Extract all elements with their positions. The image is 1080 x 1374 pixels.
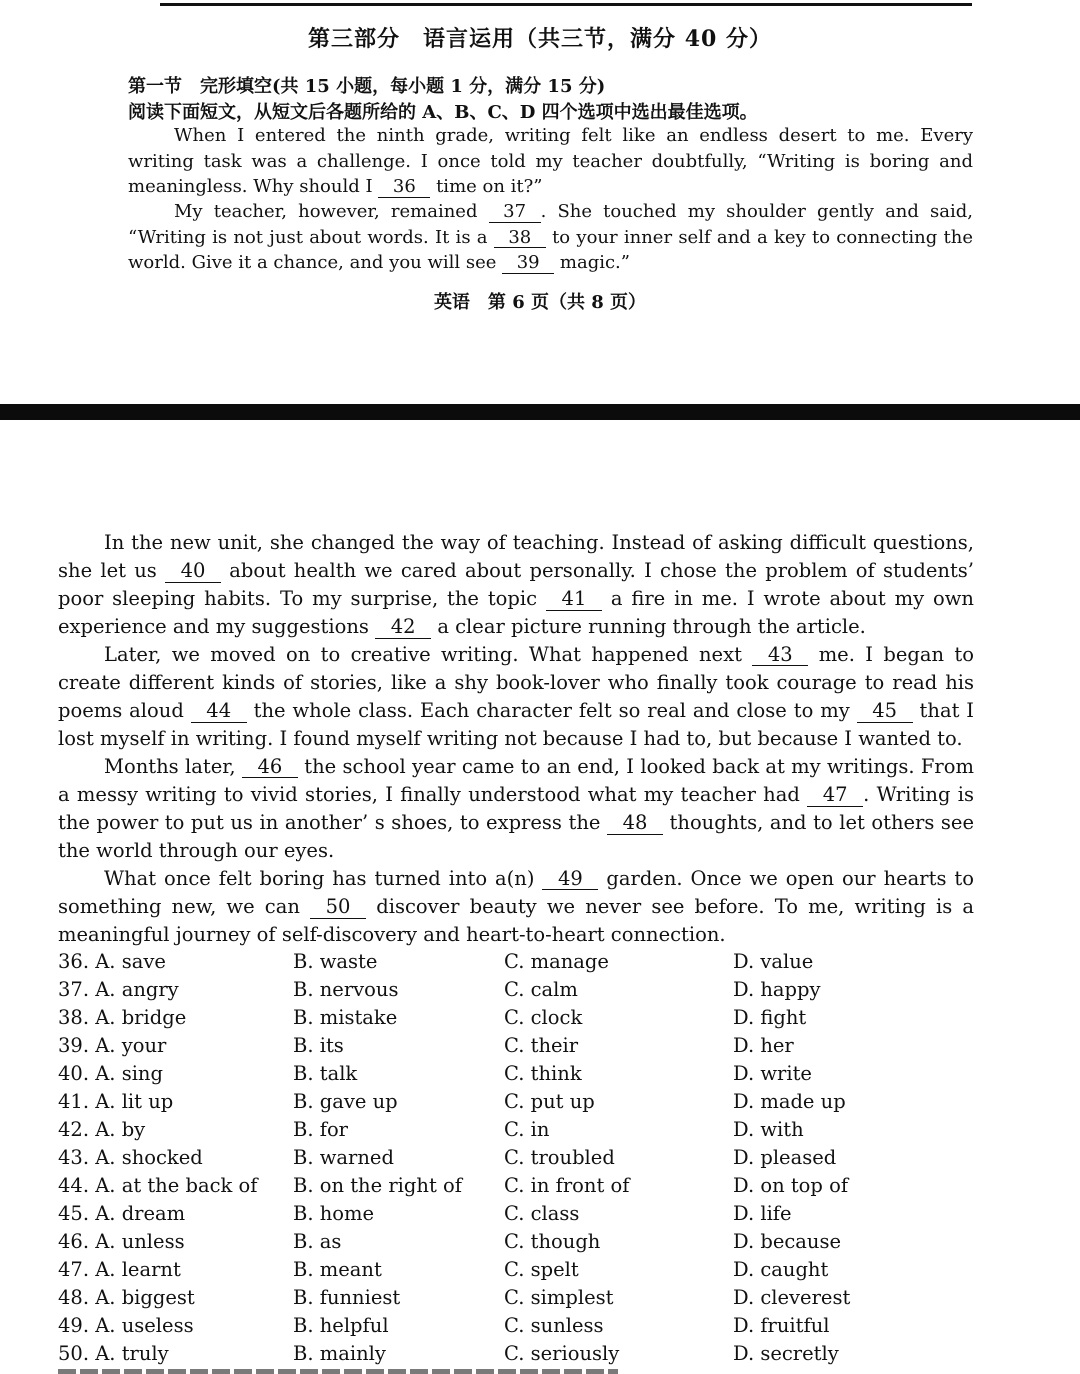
instructions: 阅读下面短文，从短文后各题所给的 A、B、C、D 四个选项中选出最佳选项。: [128, 102, 758, 123]
option-d: D. because: [733, 1230, 842, 1253]
option-d: D. happy: [733, 978, 821, 1001]
option-b: B. talk: [293, 1062, 358, 1085]
blank-46: 46: [242, 757, 298, 778]
paragraph-4: Later, we moved on to creative writing. What happened next 43 me. I began to create different kinds of stories, like a shy book-lover who finally took courage to read his poems aloud 44 the whole class. Each character felt so real and close to my 45 that I lost myself in writing. I found myself writing not because I had to, but because I wanted to.: [58, 643, 975, 751]
paragraph-3: In the new unit, she changed the way of teaching. Instead of asking difficult questions, she let us 40 about health we cared about personally. I chose the problem of students’ poor sleeping habits. To my surprise, the topic 41 a fire in me. I wrote about my own experience and my suggestions 42 a clear picture running through the article.: [58, 531, 974, 639]
blank-38: 38: [494, 229, 546, 249]
blank-45: 45: [857, 701, 913, 722]
option-a: 50. A. truly: [58, 1342, 169, 1365]
blank-40: 40: [165, 561, 221, 582]
option-c: C. sunless: [504, 1314, 604, 1337]
paragraph-1: When I entered the ninth grade, writing felt like an endless desert to me. Every writing task was a challenge. I once told my teacher doubtfully, “Writing is boring and meaningless. Why should I 36 time on it?”: [128, 125, 973, 197]
option-c: C. though: [504, 1230, 601, 1253]
option-d: D. caught: [733, 1258, 829, 1281]
option-a: 49. A. useless: [58, 1314, 194, 1337]
blank-42: 42: [375, 617, 431, 638]
option-a: 37. A. angry: [58, 978, 179, 1001]
cut-off-text: [58, 1369, 618, 1374]
option-row: [58, 976, 1058, 1004]
option-c: C. troubled: [504, 1146, 615, 1169]
option-b: B. helpful: [293, 1314, 389, 1337]
blank-50: 50: [310, 897, 366, 918]
option-b: B. its: [293, 1034, 344, 1057]
option-row: [58, 1312, 1058, 1340]
option-c: C. in: [504, 1118, 550, 1141]
option-b: B. gave up: [293, 1090, 398, 1113]
option-b: B. mistake: [293, 1006, 398, 1029]
option-b: B. as: [293, 1230, 342, 1253]
option-row: [58, 1032, 1058, 1060]
exam-page-top: [0, 0, 1080, 400]
option-d: D. value: [733, 950, 814, 973]
option-a: 41. A. lit up: [58, 1090, 174, 1113]
section-heading: 第一节 完形填空(共 15 小题，每小题 1 分，满分 15 分): [128, 76, 606, 97]
option-c: C. simplest: [504, 1286, 614, 1309]
option-c: C. manage: [504, 950, 609, 973]
page-footer: 英语 第 6 页（共 8 页）: [433, 292, 647, 313]
option-row: [58, 1088, 1058, 1116]
option-b: B. nervous: [293, 978, 399, 1001]
option-row: [58, 1060, 1058, 1088]
option-row: [58, 1172, 1058, 1200]
option-d: D. cleverest: [733, 1286, 851, 1309]
option-d: D. life: [733, 1202, 792, 1225]
option-row: [58, 1200, 1058, 1228]
option-a: 40. A. sing: [58, 1062, 163, 1085]
answer-options: [58, 948, 1058, 1368]
option-a: 45. A. dream: [58, 1202, 186, 1225]
option-b: B. funniest: [293, 1286, 401, 1309]
option-b: B. waste: [293, 950, 378, 973]
option-d: D. on top of: [733, 1174, 849, 1197]
option-c: C. calm: [504, 978, 578, 1001]
option-a: 43. A. shocked: [58, 1146, 203, 1169]
option-a: 44. A. at the back of: [58, 1174, 258, 1197]
option-a: 46. A. unless: [58, 1230, 185, 1253]
option-b: B. home: [293, 1202, 375, 1225]
option-d: D. write: [733, 1062, 812, 1085]
blank-43: 43: [752, 645, 808, 666]
option-row: [58, 948, 1058, 976]
option-d: D. with: [733, 1118, 804, 1141]
option-row: [58, 1144, 1058, 1172]
option-c: C. in front of: [504, 1174, 630, 1197]
option-row: [58, 1340, 1058, 1368]
option-row: [58, 1004, 1058, 1032]
option-d: D. her: [733, 1034, 794, 1057]
option-c: C. seriously: [504, 1342, 620, 1365]
option-row: [58, 1256, 1058, 1284]
option-b: B. meant: [293, 1258, 382, 1281]
option-a: 47. A. learnt: [58, 1258, 181, 1281]
option-c: C. their: [504, 1034, 579, 1057]
option-b: B. for: [293, 1118, 349, 1141]
option-b: B. on the right of: [293, 1174, 462, 1197]
option-c: C. clock: [504, 1006, 583, 1029]
option-a: 36. A. save: [58, 950, 166, 973]
blank-41: 41: [546, 589, 602, 610]
top-rule: [160, 3, 972, 6]
option-a: 48. A. biggest: [58, 1286, 195, 1309]
option-d: D. made up: [733, 1090, 846, 1113]
option-b: B. warned: [293, 1146, 394, 1169]
option-c: C. think: [504, 1062, 582, 1085]
option-row: [58, 1116, 1058, 1144]
blank-36: 36: [378, 178, 430, 198]
option-d: D. fruitful: [733, 1314, 830, 1337]
paragraph-6: What once felt boring has turned into a(n) 49 garden. Once we open our hearts to something new, we can 50 discover beauty we never see before. To me, writing is a meaningful journey of self-discovery and heart-to-heart connection.: [58, 867, 975, 947]
option-d: D. fight: [733, 1006, 807, 1029]
blank-44: 44: [191, 701, 247, 722]
option-b: B. mainly: [293, 1342, 386, 1365]
option-row: [58, 1228, 1058, 1256]
page-divider: [0, 404, 1080, 420]
blank-47: 47: [807, 785, 863, 806]
paragraph-2: My teacher, however, remained 37 . She touched my shoulder gently and said, “Writing is not just about words. It is a 38 to your inner self and a key to connecting the world. Give it a chance, and you will see 39 magic.”: [128, 201, 974, 273]
blank-49: 49: [542, 869, 598, 890]
blank-39: 39: [502, 254, 554, 274]
option-d: D. secretly: [733, 1342, 839, 1365]
option-c: C. put up: [504, 1090, 595, 1113]
option-a: 39. A. your: [58, 1034, 167, 1057]
option-d: D. pleased: [733, 1146, 837, 1169]
paragraph-5: Months later, 46 the school year came to an end, I looked back at my writings. From a messy writing to vivid stories, I finally understood what my teacher had 47 . Writing is the power to put us in another’ s shoes, to express the 48 thoughts, and to let others see the world through our eyes.: [58, 755, 975, 863]
part-title: 第三部分 语言运用（共三节，满分 40 分）: [308, 26, 772, 52]
option-a: 38. A. bridge: [58, 1006, 187, 1029]
option-row: [58, 1284, 1058, 1312]
blank-48: 48: [607, 813, 663, 834]
option-c: C. spelt: [504, 1258, 579, 1281]
option-a: 42. A. by: [58, 1118, 146, 1141]
blank-37: 37: [489, 203, 541, 223]
option-c: C. class: [504, 1202, 580, 1225]
